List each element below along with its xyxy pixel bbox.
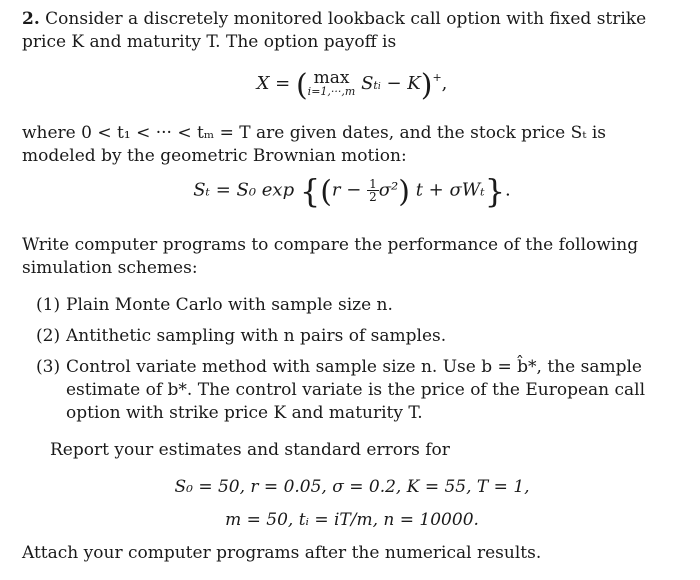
problem-number: 2. [22,9,40,29]
gbm-fraction [367,178,379,203]
gbm-sigma2: σ² [378,179,399,201]
gbm-lhs: Sₜ = S₀ exp [193,179,295,201]
list-item [36,294,682,317]
payoff-minus-k: − K [386,73,421,94]
gbm-left-paren: ( [320,174,332,210]
payoff-plus: + [432,71,442,84]
problem-intro [22,8,682,54]
gbm-right-paren: ) [398,174,410,210]
params-line-2 [22,509,682,532]
max-label: max [313,68,350,88]
item-text: Antithetic sampling with n pairs of samples. [66,326,447,346]
closing-paragraph: Attach your computer programs after the numerical results. [22,543,542,563]
item-text: Plain Monte Carlo with sample size n. [66,295,393,315]
gbm-rest: t + σWₜ [415,179,485,201]
payoff-inner: S [361,73,374,94]
gbm-end: . [505,179,511,201]
payoff-comma: , [441,73,448,94]
where-paragraph: where 0 < t₁ < ··· < tₘ = T are given dates, and the stock price Sₜ is modeled by the geometric Brownian motion: [22,123,607,166]
task-paragraph: Write computer programs to compare the performance of the following simulation schemes: [22,235,639,278]
item-number: (3) [36,357,61,377]
intro-text: Consider a discretely monitored lookback call option with fixed strike price K and maturity T. The option payoff is [22,9,647,52]
params-line-2-text: m = 50, tᵢ = iT/m, n = 10000. [225,510,479,530]
payoff-inner-sub: t [373,79,378,92]
item-text: Control variate method with sample size n. Use b = b̂*, the sample estimate of b*. The control variate is the price of the European call option with strike price K and maturity T. [66,357,646,423]
list-item [36,356,682,425]
params-line-1 [22,476,682,499]
gbm-r: r − [331,179,362,201]
payoff-inner-subsub: i [377,82,381,92]
right-paren: ) [420,68,433,103]
right-brace: } [484,172,506,211]
item-number: (2) [36,326,61,346]
params-line-1-text: S₀ = 50, r = 0.05, σ = 0.2, K = 55, T = 1, [174,477,530,497]
gbm-frac-den: 2 [369,190,377,204]
max-operator [307,68,356,99]
gbm-equation [22,172,682,222]
payoff-lhs: X = [256,73,291,94]
payoff-equation [22,66,682,108]
max-index: i=1,···,m [307,85,356,98]
left-paren: ( [295,68,308,103]
scheme-list [22,294,682,425]
item-number: (1) [36,295,61,315]
list-item [36,325,682,348]
left-brace: { [299,172,321,211]
gbm-frac-num: 1 [369,177,377,191]
report-paragraph: Report your estimates and standard errors for [50,440,450,460]
problem-document [22,8,682,565]
